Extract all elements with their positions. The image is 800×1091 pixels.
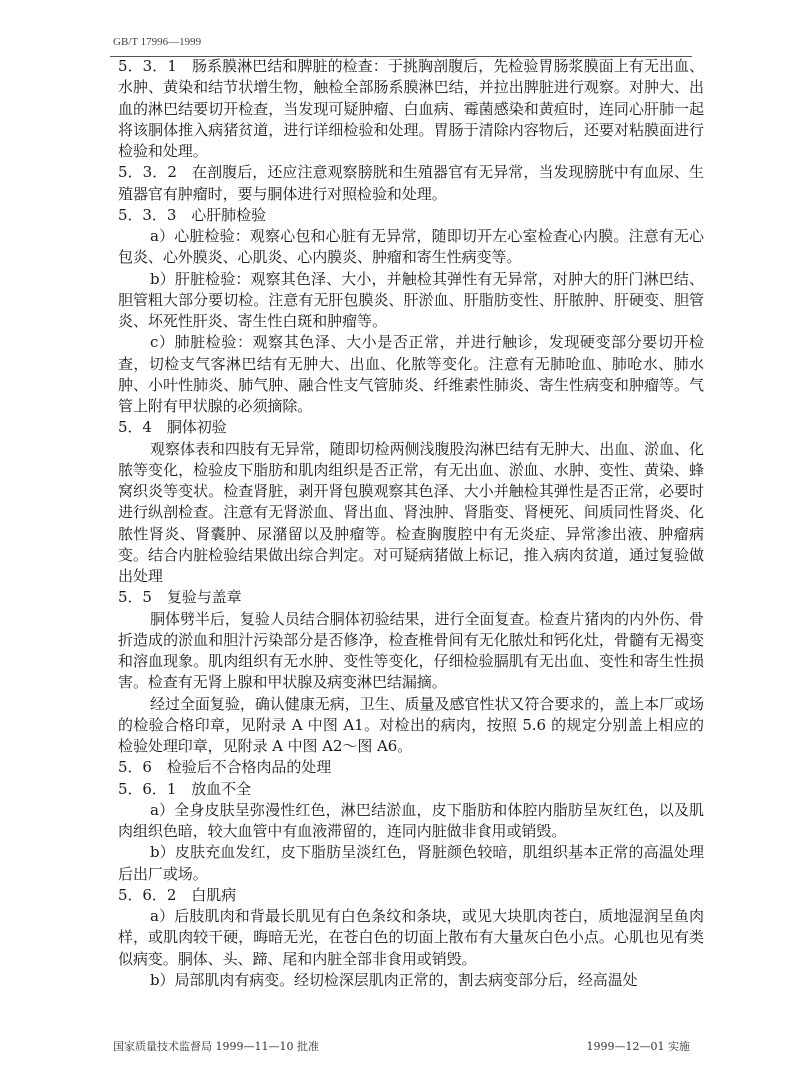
- clause-5-5-body-1: 胴体劈半后，复验人员结合胴体初验结果，进行全面复查。检查片猪肉的内外伤、骨折造成的淤血和胆汁污染部分是否修净，检查椎骨间有无化脓灶和钙化灶，骨髓有无褐变和溶血现象。肌肉组织有无水肿、变性等变化，仔细检验膈肌有无出血、变性和寄生性损害。检查有无肾上腺和甲状腺及病变淋巴结漏摘。: [118, 609, 704, 692]
- clause-5-3-3-b: b）肝脏检验：观察其色泽、大小，并触检其弹性有无异常，对肿大的肝门淋巴结、胆管粗大部分要切检。注意有无肝包膜炎、肝淤血、肝脂肪变性、肝脓肿、肝硬变、胆管炎、坏死性肝炎、寄生性白斑和肿瘤等。: [118, 269, 704, 330]
- approval-note: 国家质量技术监督局 1999—11—10 批准: [113, 1040, 319, 1053]
- document-body: [118, 56, 704, 991]
- clause-5-6-2-a: a）后肢肌肉和背最长肌见有白色条纹和条块，或见大块肌肉苍白，质地湿润呈鱼肉样，或肌肉较干硬，晦暗无光，在苍白色的切面上散布有大量灰白色小点。心肌也见有类似病变。胴体、头、蹄、尾和内脏全部非食用或销毁。: [118, 907, 704, 968]
- clause-5-4-heading: 5．4 胴体初验: [118, 418, 227, 437]
- implementation-date: 1999—12—01 实施: [586, 1040, 690, 1053]
- clause-5-6-2-heading: 5．6．2 白肌病: [118, 885, 237, 904]
- clause-5-5-heading: 5．5 复验与盖章: [118, 588, 242, 607]
- clause-5-6-1-b: b）皮肤充血发红，皮下脂肪呈淡红色，肾脏颜色较暗，肌组织基本正常的高温处理后出厂或场。: [118, 843, 704, 883]
- clause-5-3-2: 5．3．2 在剖腹后，还应注意观察膀胱和生殖器官有无异常，当发现膀胱中有血尿、生殖器官有肿瘤时，要与胴体进行对照检验和处理。: [118, 163, 704, 203]
- clause-5-3-3-a: a）心脏检验：观察心包和心脏有无异常，随即切开左心室检查心内膜。注意有无心包炎、心外膜炎、心肌炎、心内膜炎、肿瘤和寄生性病变等。: [118, 227, 704, 267]
- standard-code: GB/T 17996—1999: [113, 36, 202, 48]
- clause-5-6-2-b: b）局部肌肉有病变。经切检深层肌肉正常的，割去病变部分后，经高温处: [150, 970, 638, 989]
- clause-5-6-1-heading: 5．6．1 放血不全: [118, 779, 252, 798]
- clause-5-5-body-2: 经过全面复验，确认健康无病，卫生、质量及感官性状又符合要求的，盖上本厂或场的检验合格印章，见附录 A 中图 A1。对检出的病肉，按照 5.6 的规定分别盖上相应的检验处理印章，见附录 A 中图 A2～图 A6。: [118, 694, 704, 755]
- clause-5-6-heading: 5．6 检验后不合格肉品的处理: [118, 758, 332, 777]
- clause-5-3-3-heading: 5．3．3 心肝肺检验: [118, 205, 266, 224]
- clause-5-6-1-a: a）全身皮肤呈弥漫性红色，淋巴结淤血，皮下脂肪和体腔内脂肪呈灰红色，以及肌肉组织色暗，较大血管中有血液滞留的，连同内脏做非食用或销毁。: [118, 800, 704, 840]
- clause-5-3-3-c: c）肺脏检验：观察其色泽、大小是否正常，并进行触诊，发现硬变部分要切开检查，切检支气客淋巴结有无肿大、出血、化脓等变化。注意有无肺呛血、肺呛水、肺水肿、小叶性肺炎、肺气肿、融合性支气管肺炎、纤维素性肺炎、寄生性病变和肿瘤等。气管上附有甲状腺的必须摘除。: [118, 333, 704, 415]
- clause-5-3-1: 5．3．1 肠系膜淋巴结和脾脏的检查：于挑胸剖腹后，先检验胃肠浆膜面上有无出血、水肿、黄染和结节状增生物，触检全部肠系膜淋巴结，并拉出脾脏进行观察。对肿大、出血的淋巴结要切开检查，当发现可疑肿瘤、白血病、霉菌感染和黄疸时，连同心肝肺一起将该胴体推入病猪贫道，进行详细检验和处理。胃肠于清除内容物后，还要对粘膜面进行检验和处理。: [118, 57, 704, 160]
- clause-5-4-body: 观察体表和四肢有无异常，随即切检两侧浅腹股沟淋巴结有无肿大、出血、淤血、化脓等变化，检验皮下脂肪和肌肉组织是否正常，有无出血、淤血、水肿、变性、黄染、蜂窝织炎等变状。检查肾脏，剥开肾包膜观察其色泽、大小并触检其弹性是否正常，必要时进行纵剖检查。注意有无肾淤血、肾出血、肾浊肿、肾脂变、肾梗死、间质同性肾炎、化脓性肾炎、肾囊肿、尿潴留以及肿瘤等。检查胸腹腔中有无炎症、异常渗出液、肿瘤病变。结合内脏检验结果做出综合判定。对可疑病猪做上标记，推入病肉贫道，通过复验做出处理: [118, 439, 704, 585]
